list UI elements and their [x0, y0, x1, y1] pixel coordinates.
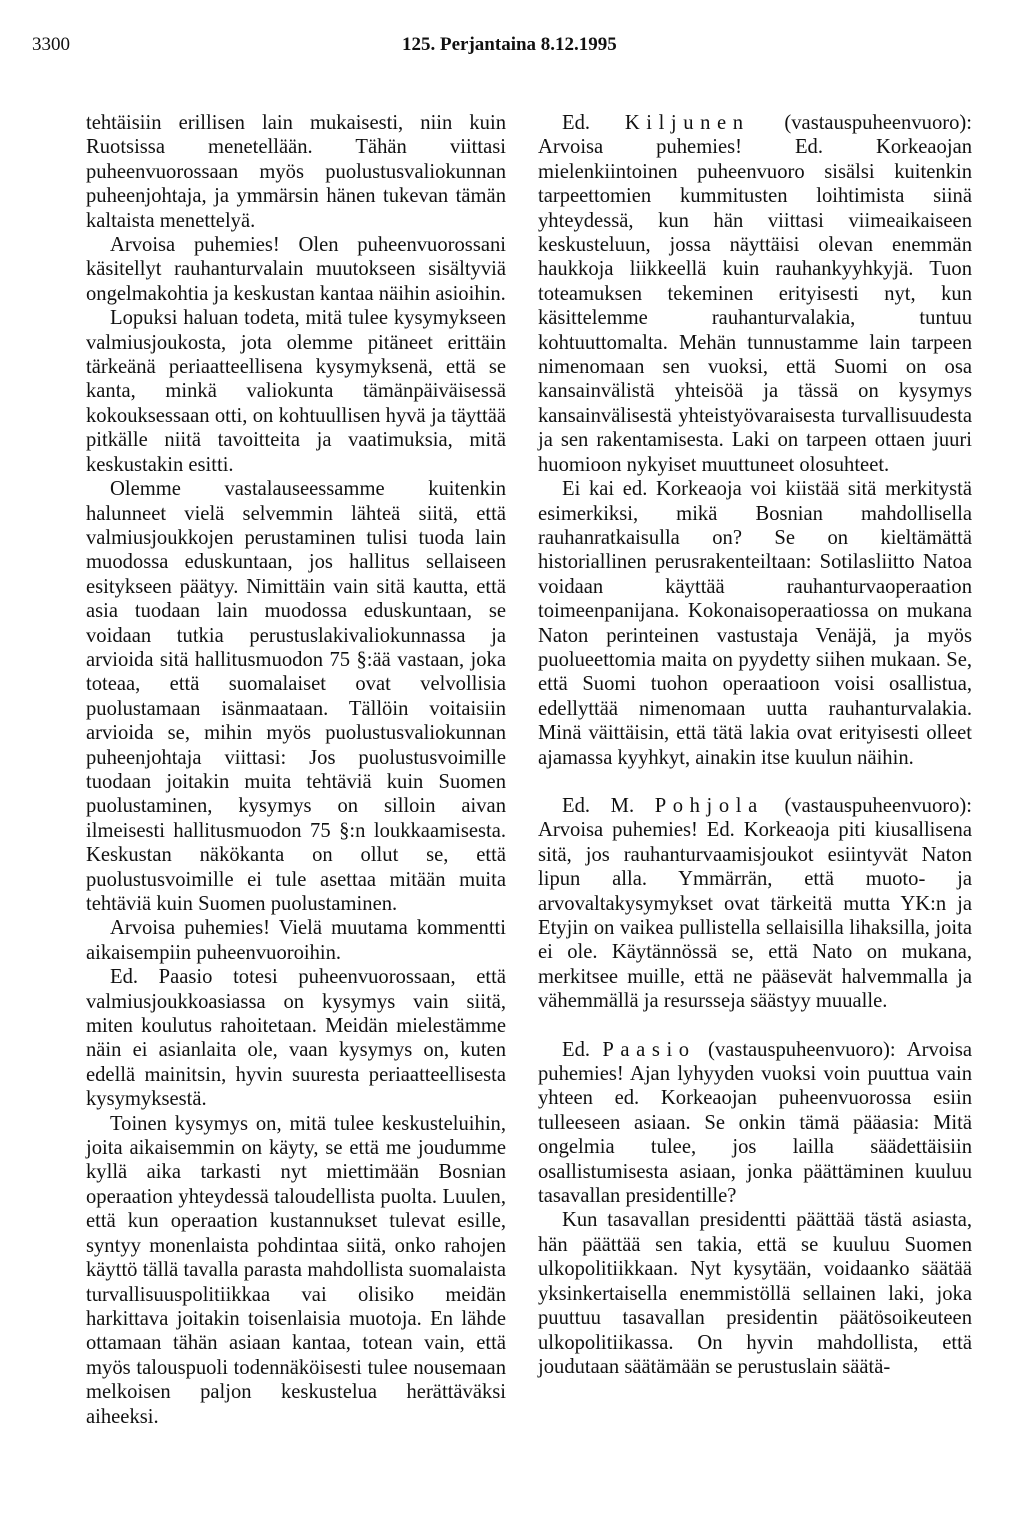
page-number: 3300	[32, 34, 70, 55]
session-title: 125. Perjantaina 8.12.1995	[402, 34, 617, 55]
paragraph: Olemme vastalauseessamme kuitenkin halunneet vielä selvemmin lähteä siitä, että valmiusjoukkojen perustaminen tulisi tuoda lain muodossa eduskuntaan, jos hallitus sellaiseen esitykseen päätyy. Nimittäin vain sitä kautta, että asia tuodaan lain muodossa eduskuntaan, se voidaan tutkia perustuslakivaliokunnassa ja arvioida sitä hallitusmuodon 75 §:ää vastaan, joka toteaa, että suomalaiset ovat velvollisia puolustamaan isänmaataan. Tällöin voitaisiin arvioida se, mihin myös puolustusvaliokunnan puheenjohtaja viittasi: Jos puolustusvoimille tuodaan joitakin muita tehtäviä kuin Suomen puolustaminen, kysymys on silloin aivan ilmeisesti hallitusmuodon 75 §:n loukkaamisesta. Keskustan näkökanta on ollut se, että puolustusvoimille ei tule asettaa mitään muita tehtäviä kuin Suomen puolustaminen.	[86, 478, 506, 915]
speech-paasio	[538, 1038, 972, 1209]
speech-pohjola	[538, 794, 972, 1014]
paragraph: Arvoisa puhemies! Olen puheenvuorossani käsitellyt rauhanturvalain muutokseen sisältyviä ongelmakohtia ja keskustan kantaa näihin asioihin.	[86, 234, 506, 305]
speech-role: (vastauspuheenvuoro): Arvoisa puhemies!	[538, 112, 972, 159]
speaker-name: Pohjola	[654, 794, 764, 817]
paragraph: Arvoisa puhemies! Vielä muutama kommentti aikaisempiin puheenvuoroihin.	[86, 917, 506, 964]
paragraph: Kun tasavallan presidentti päättää tästä asiasta, hän päättää sen takia, että se kuuluu Suomen ulkopolitiikkaan. Nyt kysytään, voidaanko säätää yksinkertaisella enemmistöllä sellainen laki, joka puuttuu tasavallan presidentin päätösoikeuteen ulkopolitiikassa. On hyvin mahdollista, että joudutaan säätämään se perustuslain säätä-	[538, 1209, 972, 1378]
paragraph: Ei kai ed. Korkeaoja voi kiistää sitä merkitystä esimerkiksi, mikä Bosnian mahdollisella rauhanratkaisulla on? Se on kieltämättä historiallinen perusrakenteiltaan: Sotilasliitto Natoa voidaan käyttää rauhanturvaoperaation toimeenpanijana. Kokonaisoperaatiossa on mukana Naton perinteinen vastustaja Venäjä, ja myös puolueettomia maita on pyydetty siihen mukaan. Se, että Suomi tuohon operaatioon voisi osallistua, edellyttää nimenomaan uutta rauhanturvalakia. Minä väittäisin, että tätä lakia ovat erityisesti olleet ajamassa kyyhkyt, ainakin itse kuulun näihin.	[538, 478, 972, 769]
right-column	[538, 111, 972, 1379]
speech-text: (vastauspuheenvuoro): Arvoisa puhemies! Ajan lyhyyden vuoksi voin puuttua vain yhteen ed. Korkeaojan puheenvuorossa esiin tulleeseen asiaan. Se onkin tämä pääasia: Mitä ongelmia tulee, jos lailla säädettäisiin osallistumisesta asiaan, jonka päättäminen kuuluu tasavallan presidentille?	[538, 1038, 972, 1208]
speech-text: (vastauspuheenvuoro): Arvoisa puhemies! Ed. Korkeaoja piti kiusallisena sitä, jos rauhanturvaamisjoukot esiintyvät Naton lipun alla. Ymmärrän, että muoto- ja arvovaltakysymykset ovat tärkeitä mutta YK:n ja Etyjin on vaikea pullistella sellaisilla lihaksilla, joita ei ole. Käytännössä se, että Nato on mukana, merkitsee muille, että ne pääsevät halvemmalla ja vähemmällä ja resursseja säästyy muualle.	[538, 794, 973, 1013]
paragraph: Ed. Paasio totesi puheenvuorossaan, että valmiusjoukkoasiassa on kysymys vain siitä, miten koulutus rahoitetaan. Meidän mielestämme näin ei asianlaita ole, vaan kysymys on, kuten edellä mainitsin, hyvin suuresta periaatteellisesta kysymyksestä.	[86, 966, 506, 1111]
speech-prefix: Ed.	[562, 112, 591, 134]
speech-prefix: Ed. M.	[562, 794, 635, 817]
paragraph: Toinen kysymys on, mitä tulee keskusteluihin, joita aikaisemmin on käyty, se että me joudumme kyllä aika tarkasti nyt miettimään Bosnian operaation yhteydessä taloudellista puolta. Luulen, että kun operaation kustannukset tulevat esille, syntyy monenlaista pohdintaa siitä, onko rahojen käyttö tällä tavalla parasta mahdollista suomalaista turvallisuuspolitiikkaa vai olisiko meidän harkittava joitakin toisenlaisia muotoja. En lähde ottamaan tähän asiaan kantaa, totean vain, että myös talouspuoli todennäköisesti tulee nousemaan melkoisen paljon keskustelua herättäväksi aiheeksi.	[86, 1112, 506, 1428]
paragraph: tehtäisiin erillisen lain mukaisesti, niin kuin Ruotsissa menetellään. Tähän viittasi puheenvuorossaan myös puolustusvaliokunnan puheenjohtaja, ja ymmärsin hänen tukevan tämän kaltaista menettelyä.	[86, 112, 506, 232]
speech-kiljunen	[538, 111, 972, 477]
speaker-name: Paasio	[602, 1038, 696, 1061]
left-column	[86, 111, 506, 1429]
paragraph: Lopuksi haluan todeta, mitä tulee kysymykseen valmiusjoukosta, jota olemme pitäneet erittäin tärkeänä periaatteellisena kysymyksenä, että se kanta, minkä valiokunta tämänpäiväisessä kokouksessaan otti, on kohtuullisen hyvä ja täyttää pitkälle niitä tavoitteita ja vaatimuksia, mitä keskustakin esitti.	[86, 307, 506, 476]
speech-text: Ed. Korkeaojan mielenkiintoinen puheenvuoro sisälsi kuitenkin tarpeettomien kummitusten loihtimista siinä yhteydessä, kun hän viittasi viimeaikaiseen keskusteluun, jossa näyttäisi olevan enemmän haukkoja liikkeellä kuin rauhankyyhkyjä. Tuon toteamuksen tekeminen erityisesti nyt, kun käsittelemme rauhanturvalakia, tuntuu kohtuuttomalta. Mehän tunnustamme lain tarpeen nimenomaan sen vuoksi, että Suomi on osa kansainvälistä yhteisöä ja tässä on kysymys kansainvälisestä yhteistyövaraisesta turvallisuudesta ja sen rakentamisesta. Laki on tarpeen ottaen juuri huomioon nykyiset muuttuneet olosuhteet.	[538, 136, 973, 476]
speaker-name: Kiljunen	[624, 112, 750, 134]
page-header	[32, 34, 992, 64]
speech-prefix: Ed.	[562, 1038, 591, 1061]
